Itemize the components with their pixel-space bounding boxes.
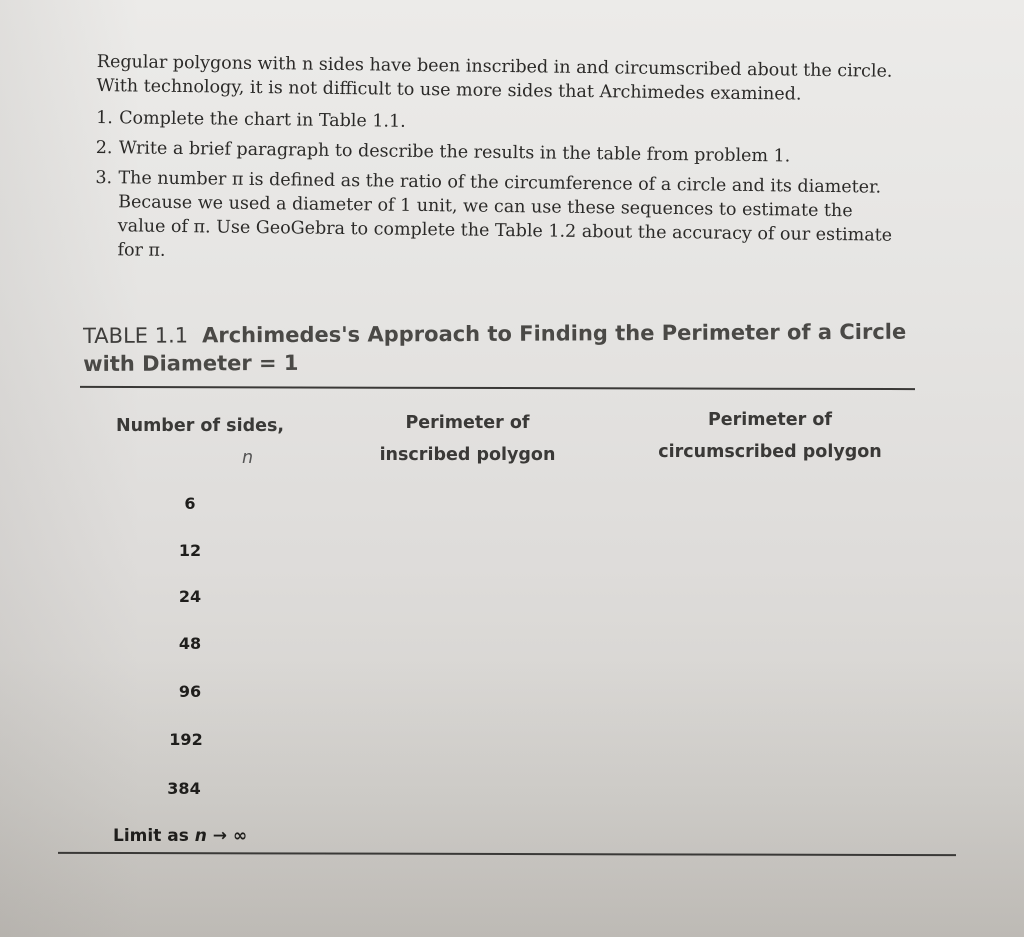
column-header-inscribed-line1: Perimeter of — [405, 413, 530, 433]
table-row-sides: 384 — [167, 779, 201, 798]
column-header-inscribed-line2: inscribed polygon — [379, 445, 556, 465]
column-header-circumscribed — [650, 404, 890, 468]
table-row-sides: 6 — [184, 494, 196, 513]
table-row-sides: 96 — [178, 682, 202, 701]
limit-arrow-infinity: → ∞ — [212, 826, 248, 846]
table-caption: Archimedes's Approach to Finding the Perimeter of a Circle with Diameter = 1 — [83, 319, 907, 376]
exercise-text: Complete the chart in Table 1.1. — [119, 108, 406, 132]
limit-row-label — [113, 826, 247, 846]
exercise-text: Write a brief paragraph to describe the results in the table from problem 1. — [118, 138, 791, 167]
column-header-inscribed — [360, 407, 575, 471]
table-row-sides: 12 — [178, 541, 202, 560]
column-header-sides-line2: n — [241, 448, 254, 468]
table-row-sides: 48 — [178, 634, 202, 653]
column-header-sides — [100, 410, 300, 474]
exercise-text: The number π is defined as the ratio of the circumference of a circle and its diameter. Because we used a diameter of 1 unit, we can use these sequences to estimate the value of π. Use GeoGebra to complete the Table 1.2 about the accuracy of our estimate for π. — [117, 168, 893, 261]
intro-paragraph: Regular polygons with n sides have been inscribed in and circumscribed about the circle. With technology, it is not difficult to use more sides that Archimedes examined. — [96, 51, 893, 105]
table-bottom-rule — [58, 852, 956, 856]
exercise-number: 3. — [95, 167, 113, 189]
exercise-item — [94, 166, 895, 272]
exercise-number: 1. — [96, 107, 113, 129]
table-top-rule — [80, 386, 915, 390]
column-header-sides-line1: Number of sides, — [115, 416, 285, 436]
limit-label-text: Limit as — [113, 826, 189, 846]
exercise-item — [96, 136, 896, 170]
table-label: TABLE 1.1 — [83, 323, 189, 348]
table-row-sides: 24 — [178, 587, 202, 606]
exercise-item — [96, 106, 896, 140]
column-header-circumscribed-line1: Perimeter of — [707, 410, 833, 430]
exercise-number: 2. — [95, 137, 113, 159]
intro-section — [94, 50, 897, 278]
column-header-circumscribed-line2: circumscribed polygon — [658, 442, 882, 462]
exercise-list — [94, 106, 896, 272]
table-title — [83, 318, 923, 378]
table-row-sides: 192 — [169, 730, 203, 749]
limit-variable: n — [194, 826, 207, 846]
